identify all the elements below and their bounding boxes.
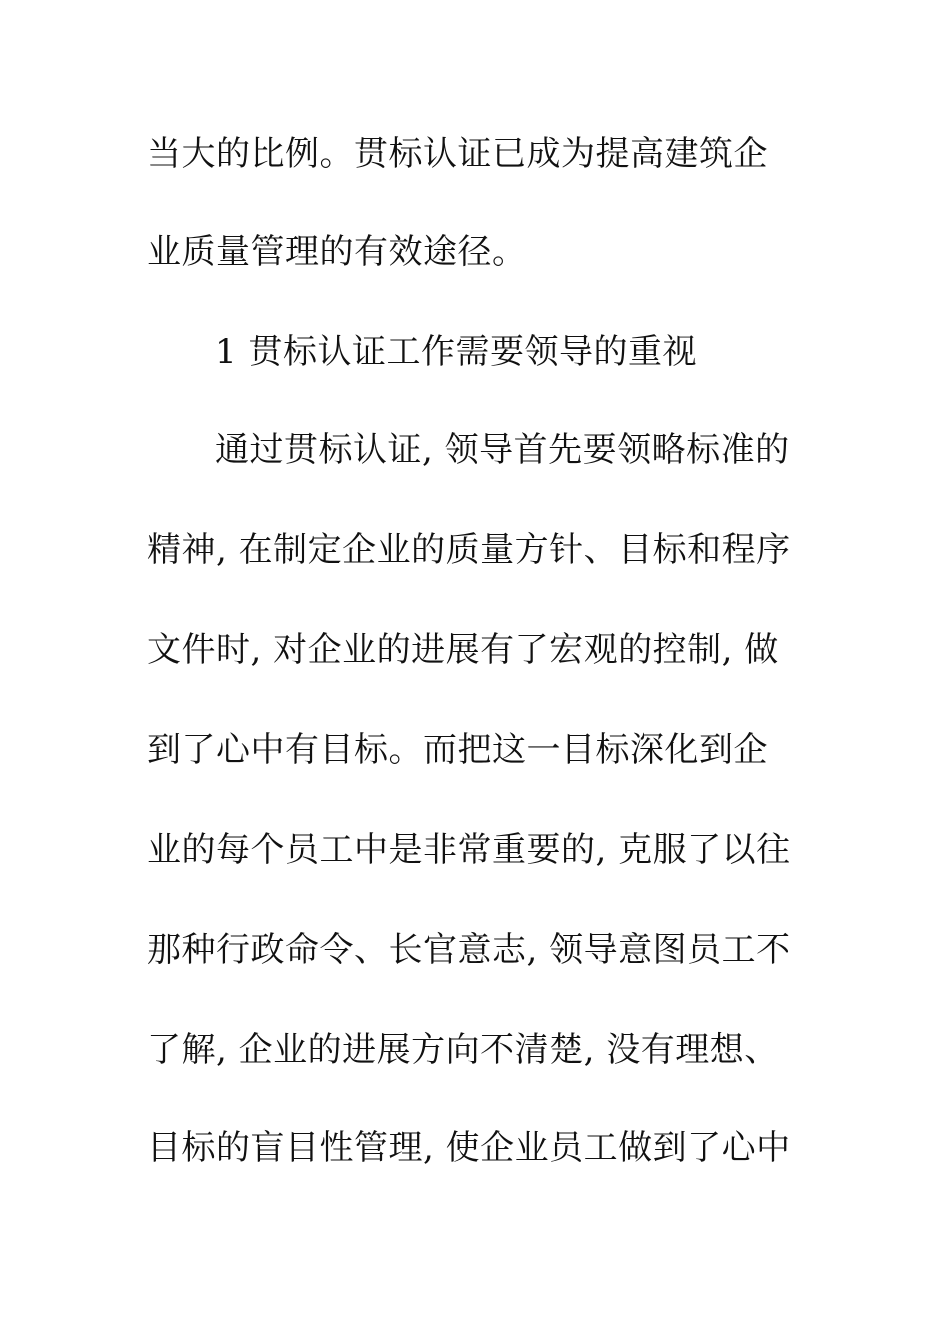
body-text-line: 到了心中有目标。而把这一目标深化到企 <box>147 730 768 770</box>
body-text-line: 了解, 企业的进展方向不清楚, 没有理想、 <box>147 1030 779 1070</box>
body-text-line: 目标的盲目性管理, 使企业员工做到了心中 <box>147 1128 791 1168</box>
body-text-line: 精神, 在制定企业的质量方针、目标和程序 <box>147 530 791 570</box>
body-text-line: 业质量管理的有效途径。 <box>147 232 527 272</box>
body-text-line: 文件时, 对企业的进展有了宏观的控制, 做 <box>147 630 779 670</box>
body-text-line: 当大的比例。贯标认证已成为提高建筑企 <box>147 134 768 174</box>
body-text-line: 那种行政命令、长官意志, 领导意图员工不 <box>147 930 791 970</box>
section-heading: 1 贯标认证工作需要领导的重视 <box>215 332 697 372</box>
body-text-line: 业的每个员工中是非常重要的, 克服了以往 <box>147 830 791 870</box>
paragraph-first-line: 通过贯标认证, 领导首先要领略标准的 <box>215 430 790 470</box>
